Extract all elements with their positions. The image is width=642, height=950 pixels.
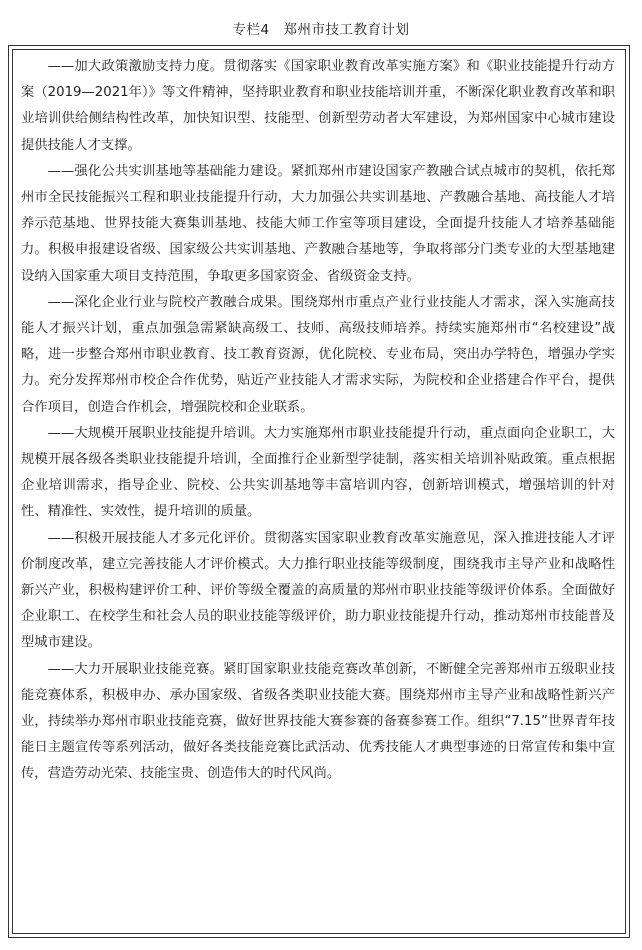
paragraph-talent-evaluation: ——积极开展技能人才多元化评价。贯彻落实国家职业教育改革实施意见，深入推进技能人才评价制度改革，建立完善技能人才评价模式。大力推行职业技能等级制度，围绕我市主导产业和战略性新兴产业，积极构建评价工种、评价等级全覆盖的高质量的郑州市职业技能等级评价体系。全面做好企业职工、在校学生和社会人员的职业技能等级评价，助力职业技能提升行动，推动郑州市技能普及型城市建设。: [21, 530, 615, 651]
content-box: [12, 49, 626, 934]
content-box-outer-border: [8, 45, 630, 938]
paragraph-policy-support: ——加大政策激励支持力度。贯彻落实《国家职业教育改革实施方案》和《职业技能提升行动方案（2019—2021年）》等文件精神，坚持职业教育和职业技能培训并重，不断深化职业教育改革和职业培训供给侧结构性改革，加快知识型、技能型、创新型劳动者大军建设，为郑州国家中心城市建设提供技能人才支撑。: [21, 59, 615, 153]
paragraph-skills-training: ——大规模开展职业技能提升培训。大力实施郑州市职业技能提升行动，重点面向企业职工，大规模开展各级各类职业技能提升培训，全面推行企业新型学徒制，落实相关培训补贴政策。重点根据企业培训需求，指导企业、院校、公共实训基地等丰富培训内容，创新培训模式，增强培训的针对性、精准性、实效性，提升培训的质量。: [21, 425, 615, 520]
paragraph-training-base: ——强化公共实训基地等基础能力建设。紧抓郑州市建设国家产教融合试点城市的契机，依托郑州市全民技能振兴工程和职业技能提升行动，大力加强公共实训基地、产教融合基地、高技能人才培养示范基地、世界技能大赛集训基地、技能大师工作室等项目建设，全面提升技能人才培养基础能力。积极申报建设省级、国家级公共实训基地、产教融合基地等，争取将部分门类专业的大型基地建设纳入国家重大项目支持范围，争取更多国家资金、省级资金支持。: [21, 163, 615, 284]
page-title: 专栏4 郑州市技工教育计划: [232, 22, 410, 38]
paragraph-skills-competition: ——大力开展职业技能竞赛。紧盯国家职业技能竞赛改革创新，不断健全完善郑州市五级职业技能竞赛体系，积极申办、承办国家级、省级各类职业技能大赛。围绕郑州市主导产业和战略性新兴产业，持续举办郑州市职业技能竞赛，做好世界技能大赛参赛的备赛参赛工作。组织“7.15”世界青年技能日主题宣传等系列活动，做好各类技能竞赛比武活动、优秀技能人才典型事迹的日常宣传和集中宣传，营造劳动光荣、技能宝贵、创造伟大的时代风尚。: [21, 661, 615, 782]
paragraph-industry-education: ——深化企业行业与院校产教融合成果。围绕郑州市重点产业行业技能人才需求，深入实施高技能人才振兴计划，重点加强急需紧缺高级工、技师、高级技师培养。持续实施郑州市“名校建设”战略，进一步整合郑州市职业教育、技工教育资源，优化院校、专业布局，突出办学特色，增强办学实力。充分发挥郑州市校企合作优势，贴近产业技能人才需求实际，为院校和企业搭建合作平台，提供合作项目，创造合作机会，增强院校和企业联系。: [21, 294, 615, 415]
